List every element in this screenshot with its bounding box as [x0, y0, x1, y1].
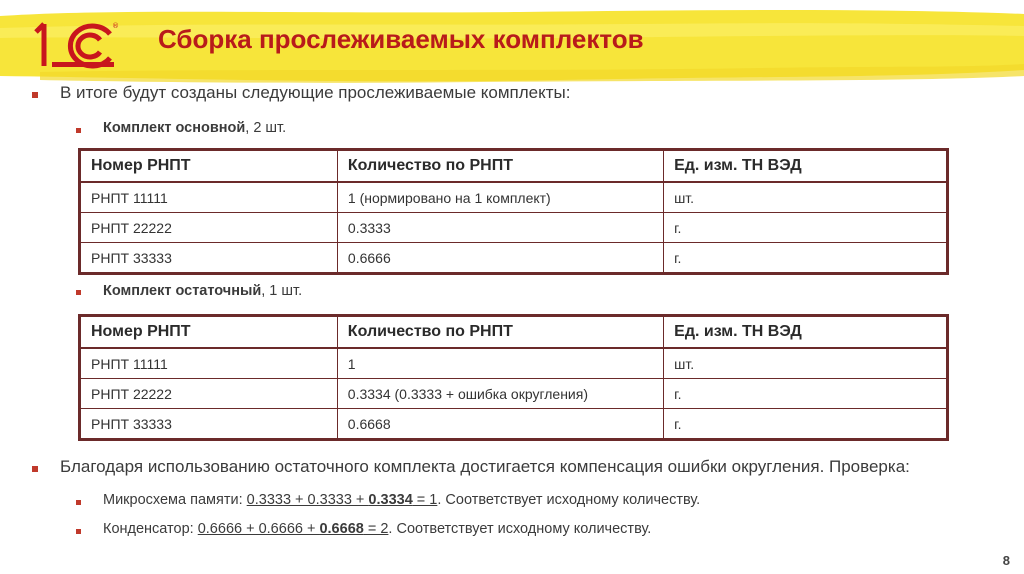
bullet-icon — [76, 290, 81, 295]
table-cell: РНПТ 33333 — [80, 243, 338, 274]
check2-sum-a: 0.6666 + 0.6666 + — [197, 521, 320, 537]
kit1-table — [78, 148, 949, 275]
check1-sum-b: 0.3334 — [368, 492, 413, 508]
table-cell: 0.6666 — [337, 243, 663, 274]
column-header: Ед. изм. ТН ВЭД — [664, 316, 948, 349]
bullet-icon — [32, 466, 38, 472]
table-row — [80, 379, 948, 409]
table-cell: шт. — [664, 182, 948, 213]
table-cell: РНПТ 11111 — [80, 348, 338, 379]
bullet-icon — [32, 92, 38, 98]
table-header-row — [80, 316, 948, 349]
kit2-label — [103, 283, 302, 299]
table-cell: 0.3333 — [337, 213, 663, 243]
page-number: 8 — [1002, 553, 1010, 568]
kit1-label — [103, 120, 286, 136]
intro-text: В итоге будут созданы следующие прослеживаемые комплекты: — [60, 83, 571, 102]
table-cell: РНПТ 33333 — [80, 409, 338, 440]
check1-suffix: . Соответствует исходному количеству. — [437, 492, 701, 508]
bullet-icon — [76, 128, 81, 133]
kit1-qty: , 2 шт. — [245, 120, 287, 136]
page-title: Сборка прослеживаемых комплектов — [158, 24, 644, 54]
table-cell: г. — [664, 379, 948, 409]
table-header-row — [80, 150, 948, 183]
check2-prefix: Конденсатор: — [103, 521, 198, 537]
table-cell: 0.3334 (0.3333 + ошибка округления) — [337, 379, 663, 409]
check1-sum — [247, 492, 438, 508]
table-row — [80, 182, 948, 213]
table-row — [80, 409, 948, 440]
table-cell: г. — [664, 409, 948, 440]
check2-sum-c: = 2 — [363, 521, 389, 537]
conclusion-text: Благодаря использованию остаточного комплекта достигается компенсация ошибки округления. Проверка: — [60, 457, 910, 476]
column-header: Ед. изм. ТН ВЭД — [664, 150, 948, 183]
table-row — [80, 348, 948, 379]
table-row — [80, 213, 948, 243]
table-cell: РНПТ 11111 — [80, 182, 338, 213]
table-cell: РНПТ 22222 — [80, 379, 338, 409]
check2-suffix: . Соответствует исходному количеству. — [388, 521, 652, 537]
bullet-icon — [76, 500, 81, 505]
kit2-name: Комплект остаточный — [103, 283, 262, 299]
check2-text — [103, 521, 651, 537]
column-header: Номер РНПТ — [80, 150, 338, 183]
kit2-qty: , 1 шт. — [261, 283, 303, 299]
svg-text:®: ® — [112, 22, 119, 30]
table-cell: 1 (нормировано на 1 комплект) — [337, 182, 663, 213]
check1-text — [103, 492, 700, 508]
table-cell: г. — [664, 213, 948, 243]
bullet-icon — [76, 529, 81, 534]
table-cell: 1 — [337, 348, 663, 379]
check1-sum-a: 0.3333 + 0.3333 + — [246, 492, 369, 508]
kit2-table — [78, 314, 949, 441]
kit1-name: Комплект основной — [103, 120, 246, 136]
table-cell: РНПТ 22222 — [80, 213, 338, 243]
column-header: Количество по РНПТ — [337, 316, 663, 349]
table-cell: г. — [664, 243, 948, 274]
check1-sum-c: = 1 — [412, 492, 438, 508]
table-cell: 0.6668 — [337, 409, 663, 440]
logo-1c-icon — [14, 12, 126, 72]
check1-prefix: Микросхема памяти: — [103, 492, 247, 508]
column-header: Номер РНПТ — [80, 316, 338, 349]
table-cell: шт. — [664, 348, 948, 379]
check2-sum — [198, 521, 389, 537]
column-header: Количество по РНПТ — [337, 150, 663, 183]
check2-sum-b: 0.6668 — [319, 521, 364, 537]
table-row — [80, 243, 948, 274]
